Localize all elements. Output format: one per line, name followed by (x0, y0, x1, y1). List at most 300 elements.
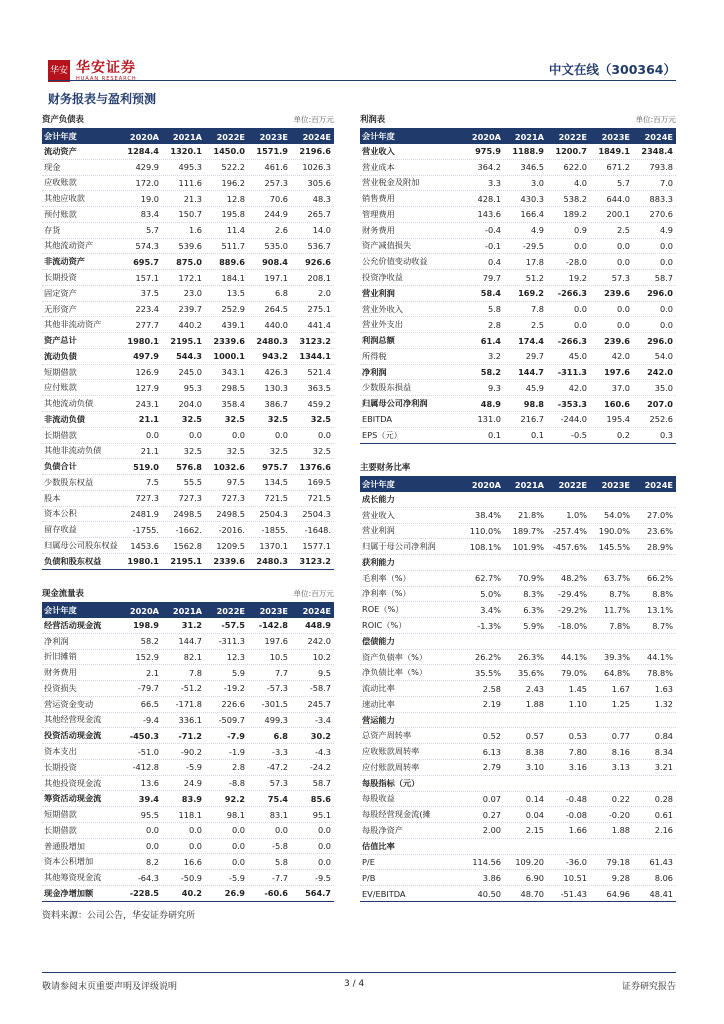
income-statement-header (360, 111, 676, 129)
table-cell: 143.6 (477, 209, 501, 220)
column-header-cell: 2024E (302, 605, 331, 616)
table-cell: 2195.1 (170, 335, 202, 346)
table-cell: 64.8% (603, 667, 630, 678)
table-cell: 108.1% (469, 541, 501, 552)
table-row (360, 697, 676, 713)
table-cell: 58.2 (140, 636, 159, 647)
table-cell: 0.0 (616, 256, 630, 267)
table-cell: 1188.9 (512, 146, 544, 157)
table-cell: 130.3 (264, 382, 288, 393)
table-cell: 522.2 (221, 162, 245, 173)
income-statement-body (360, 144, 676, 444)
table-cell: 8.3% (523, 588, 544, 599)
table-cell: 184.1 (221, 272, 245, 283)
row-label: 流动资产 (44, 145, 77, 156)
table-row (360, 239, 676, 255)
table-cell: 190.0% (598, 525, 630, 536)
table-row (360, 176, 676, 192)
row-label: 长期投资 (44, 272, 77, 282)
table-cell: 197.1 (264, 272, 288, 283)
table-cell: -29.2% (558, 604, 587, 615)
table-row (42, 223, 334, 239)
row-label: P/E (362, 856, 375, 867)
income-statement-table (360, 111, 676, 444)
cash-flow-table (42, 585, 334, 902)
table-cell: 223.4 (135, 304, 159, 315)
table-cell: 204.0 (178, 398, 202, 409)
table-cell: 8.16 (611, 746, 630, 757)
row-label: 归属母公司净利润 (362, 398, 428, 409)
table-cell: 0.9 (573, 225, 587, 236)
table-row (42, 239, 334, 255)
table-cell: 62.7% (474, 573, 501, 584)
table-cell: -18.0% (558, 620, 587, 631)
table-cell: 70.9% (517, 573, 544, 584)
table-cell: -0.48 (565, 793, 587, 804)
table-row (42, 380, 334, 396)
table-cell: 95.1 (312, 809, 331, 820)
table-cell: 0.0 (573, 240, 587, 251)
table-cell: 7.80 (568, 746, 587, 757)
table-cell: -29.4% (558, 588, 587, 599)
table-cell: 3.21 (654, 762, 673, 773)
logo-seal-icon: 华安 (48, 60, 70, 82)
table-cell: 35.5% (474, 667, 501, 678)
header-divider (48, 80, 676, 81)
table-cell: 75.4 (267, 793, 288, 804)
table-cell: 277.7 (135, 319, 159, 330)
table-cell: 0.07 (482, 793, 501, 804)
table-cell: 499.3 (264, 714, 288, 725)
table-cell: 3123.2 (299, 335, 331, 346)
row-label: 所得税 (362, 350, 387, 361)
table-cell: 11.7% (603, 604, 630, 615)
row-label: 其他非流动资产 (44, 319, 102, 330)
cash-flow-body (42, 618, 334, 902)
table-cell: -24.2 (309, 762, 331, 773)
column-header-cell: 2024E (644, 131, 673, 142)
table-cell: 169.2 (518, 288, 544, 299)
row-label: 管理费用 (362, 208, 395, 219)
financial-ratios-column-header (360, 477, 676, 492)
row-label: 资本公积增加 (44, 856, 94, 867)
table-cell: 28.9% (646, 541, 673, 552)
row-label: EBITDA (362, 414, 392, 425)
table-cell: 101.9% (512, 541, 544, 552)
column-header-cell: 2021A (514, 479, 544, 490)
table-cell: 3.4% (480, 604, 501, 615)
column-header-cell: 2021A (172, 605, 202, 616)
table-row (42, 286, 334, 302)
table-cell: 32.5 (183, 445, 202, 456)
table-cell: -5.9 (229, 872, 245, 883)
table-cell: -4.3 (315, 746, 331, 757)
table-cell: -301.5 (261, 699, 288, 710)
table-cell: 0.77 (611, 730, 630, 741)
table-cell: 644.0 (606, 193, 630, 204)
column-header-cell: 2023E (259, 605, 288, 616)
table-cell: 3.0 (530, 177, 544, 188)
table-row (42, 459, 334, 475)
row-label: 估值比率 (362, 840, 395, 851)
table-cell: 1032.6 (213, 461, 245, 472)
table-cell: 4.9 (530, 225, 544, 236)
table-cell: 2.8 (487, 319, 501, 330)
table-cell: 2.16 (654, 825, 673, 836)
row-label: 资产减值损失 (362, 240, 412, 251)
table-cell: 83.9 (181, 793, 202, 804)
table-cell: 118.1 (178, 809, 202, 820)
table-cell: 1376.6 (299, 461, 331, 472)
row-label: EPS（元） (362, 429, 402, 440)
column-header-cell: 2020A (129, 605, 159, 616)
table-cell: 2339.6 (213, 335, 245, 346)
table-row (360, 555, 676, 571)
table-row (42, 760, 334, 776)
table-row (42, 207, 334, 223)
table-cell: 0.0 (188, 841, 202, 852)
table-cell: 131.0 (477, 414, 501, 425)
row-label: 长期投资 (44, 761, 77, 772)
table-cell: 30.2 (310, 730, 331, 741)
table-cell: 157.1 (135, 272, 159, 283)
table-cell: -71.2 (178, 730, 202, 741)
table-cell: 144.7 (178, 636, 202, 647)
table-cell: 975.9 (475, 146, 501, 157)
table-row (360, 681, 676, 697)
table-cell: 0.0 (188, 825, 202, 836)
table-cell: 5.8 (274, 856, 288, 867)
column-header-cell: 2021A (172, 131, 202, 142)
table-cell: 1.10 (568, 699, 587, 710)
table-row (42, 191, 334, 207)
table-cell: 208.1 (307, 272, 331, 283)
table-cell: 11.4 (226, 225, 245, 236)
row-label: 其他经营现金流 (44, 714, 102, 725)
table-cell: 48.70 (520, 888, 544, 899)
row-label: 成长能力 (362, 493, 395, 504)
table-cell: 1370.1 (259, 540, 288, 551)
table-row (42, 538, 334, 554)
table-cell: 0.0 (145, 430, 159, 441)
table-cell: 0.1 (530, 430, 544, 441)
table-cell: 144.7 (518, 367, 544, 378)
table-cell: 441.4 (307, 319, 331, 330)
financial-ratios-title: 主要财务比率 (360, 462, 411, 472)
table-cell: 576.8 (176, 461, 202, 472)
row-label: 资产总计 (44, 335, 77, 346)
table-cell: 58.7 (654, 272, 673, 283)
row-label: 资产负债率（%） (362, 651, 428, 662)
table-cell: 23.0 (183, 288, 202, 299)
table-cell: 172.0 (135, 177, 159, 188)
row-label: 固定资产 (44, 287, 77, 298)
table-cell: -64.3 (137, 872, 159, 883)
table-cell: 32.5 (312, 445, 331, 456)
table-cell: 13.6 (140, 778, 159, 789)
table-cell: 189.2 (563, 209, 587, 220)
table-cell: -171.8 (175, 699, 202, 710)
table-row (42, 270, 334, 286)
table-cell: 3.16 (568, 762, 587, 773)
table-row (360, 412, 676, 428)
table-row (360, 650, 676, 666)
table-row (42, 396, 334, 412)
table-cell: 244.9 (264, 209, 288, 220)
logo-name-en: HUAAN RESEARCH (76, 75, 137, 82)
table-cell: -5.9 (186, 762, 202, 773)
table-row (42, 475, 334, 491)
table-cell: 2.00 (482, 825, 501, 836)
table-cell: 58.2 (480, 367, 501, 378)
table-row (360, 713, 676, 729)
table-cell: 0.0 (659, 240, 673, 251)
table-cell: 92.2 (224, 793, 245, 804)
table-cell: 2.43 (525, 683, 544, 694)
table-cell: 29.7 (525, 351, 544, 362)
table-cell: 2196.6 (299, 146, 331, 157)
table-cell: 883.3 (649, 193, 673, 204)
table-cell: -79.7 (137, 683, 159, 694)
footer-divider (42, 972, 676, 973)
table-cell: 727.3 (221, 493, 245, 504)
table-cell: 2.19 (482, 699, 501, 710)
table-cell: 3.3 (487, 177, 501, 188)
table-cell: 0.52 (482, 730, 501, 741)
table-cell: 242.0 (647, 367, 673, 378)
table-cell: 1026.3 (302, 162, 331, 173)
table-cell: -244.0 (560, 414, 587, 425)
table-cell: 2195.1 (170, 556, 202, 567)
table-cell: 32.5 (267, 414, 288, 425)
row-label: 营业外收入 (362, 303, 403, 314)
table-cell: 1.66 (568, 825, 587, 836)
table-cell: 0.84 (654, 730, 673, 741)
table-cell: 32.5 (269, 445, 288, 456)
table-cell: 58.4 (480, 288, 501, 299)
table-cell: 2.15 (525, 825, 544, 836)
row-label: 流动负债 (44, 350, 77, 361)
table-row (360, 776, 676, 792)
table-cell: 32.5 (181, 414, 202, 425)
table-row (42, 507, 334, 523)
balance-sheet-title: 资产负债表 (42, 114, 84, 124)
row-label: 投资损失 (44, 682, 77, 693)
row-label: 每股指标（元） (362, 777, 420, 788)
table-cell: -412.8 (132, 762, 159, 773)
row-label: 经营活动现金流 (44, 619, 102, 630)
table-row (360, 618, 676, 634)
row-label: 负债合计 (44, 461, 77, 472)
row-label: 其他筹资现金流 (44, 872, 102, 883)
table-cell: 44.1% (646, 652, 673, 663)
balance-sheet-header (42, 111, 334, 129)
table-cell: 1.88 (611, 825, 630, 836)
table-row (42, 854, 334, 870)
table-cell: 4.9 (659, 225, 673, 236)
row-label: EV/EBITDA (362, 888, 406, 899)
table-cell: 0.0 (659, 304, 673, 315)
table-cell: 1849.1 (598, 146, 630, 157)
table-cell: 150.7 (178, 209, 202, 220)
table-cell: 9.5 (317, 667, 331, 678)
table-row (360, 302, 676, 318)
row-label: 投资活动现金流 (44, 730, 102, 741)
table-cell: -353.3 (557, 398, 587, 409)
table-cell: 51.2 (525, 272, 544, 283)
table-row (360, 823, 676, 839)
row-label: 净利率（%） (362, 588, 411, 599)
table-cell: 64.96 (606, 888, 630, 899)
table-cell: 574.3 (135, 240, 159, 251)
table-cell: 195.8 (221, 209, 245, 220)
table-cell: 5.0% (480, 588, 501, 599)
table-cell: 55.5 (183, 477, 202, 488)
table-cell: 39.3% (603, 652, 630, 663)
table-cell: 17.8 (525, 256, 544, 267)
column-header-cell: 会计年度 (362, 131, 395, 141)
row-label: 偿债能力 (362, 635, 395, 646)
table-cell: -0.1 (485, 240, 501, 251)
table-cell: 239.6 (604, 288, 630, 299)
table-cell: 9.28 (611, 872, 630, 883)
column-header-cell: 2020A (471, 131, 501, 142)
table-cell: 622.0 (563, 162, 587, 173)
table-cell: -7.9 (227, 730, 245, 741)
table-cell: 7.8 (530, 304, 544, 315)
table-cell: 7.5 (145, 477, 159, 488)
table-cell: 2348.4 (641, 146, 673, 157)
table-cell: -29.5 (522, 240, 544, 251)
column-header-cell: 2021A (514, 131, 544, 142)
table-cell: 0.27 (482, 809, 501, 820)
table-row (42, 839, 334, 855)
row-label: P/B (362, 872, 376, 883)
table-row (360, 587, 676, 603)
table-cell: 42.0 (568, 382, 587, 393)
table-cell: 12.8 (226, 193, 245, 204)
table-cell: 2.5 (616, 225, 630, 236)
table-cell: -1662. (175, 524, 202, 535)
row-label: 资本支出 (44, 746, 77, 756)
row-label: 毛利率（%） (362, 572, 411, 583)
table-cell: 5.7 (616, 177, 630, 188)
table-cell: 6.13 (482, 746, 501, 757)
table-cell: 495.3 (178, 162, 202, 173)
table-cell: 0.22 (611, 793, 630, 804)
table-cell: 114.56 (472, 856, 501, 867)
table-cell: 0.14 (525, 793, 544, 804)
row-label: 其他非流动负债 (44, 445, 102, 456)
table-cell: 109.20 (515, 856, 544, 867)
table-cell: 19.2 (568, 272, 587, 283)
table-cell: 19.0 (140, 193, 159, 204)
cash-flow-column-header (42, 603, 334, 618)
table-cell: 127.9 (135, 382, 159, 393)
column-header-cell: 会计年度 (44, 131, 77, 141)
table-cell: 1450.0 (213, 146, 245, 157)
table-cell: 2.0 (317, 288, 331, 299)
table-cell: 245.0 (178, 367, 202, 378)
table-row (42, 144, 334, 160)
table-cell: 110.0% (469, 525, 501, 536)
table-cell: 8.34 (654, 746, 673, 757)
table-cell: 2504.3 (259, 508, 288, 519)
company-name: 中文在线（300364） (548, 62, 676, 77)
row-label: 筹资活动现金流 (44, 793, 102, 804)
table-cell: 54.0% (603, 510, 630, 521)
table-cell: 166.4 (520, 209, 544, 220)
table-cell: 48.9 (480, 398, 501, 409)
balance-sheet-column-header (42, 129, 334, 144)
table-cell: 1320.1 (170, 146, 202, 157)
table-cell: -257.4% (552, 525, 587, 536)
table-cell: 8.7% (609, 588, 630, 599)
table-cell: 79.0% (560, 667, 587, 678)
table-row (42, 333, 334, 349)
table-cell: 440.0 (264, 319, 288, 330)
table-cell: 2.8 (231, 762, 245, 773)
table-cell: 245.7 (307, 699, 331, 710)
column-header-cell: 会计年度 (44, 605, 77, 615)
table-cell: -311.3 (218, 636, 245, 647)
table-cell: 538.2 (563, 193, 587, 204)
column-header-cell: 2020A (129, 131, 159, 142)
row-label: 净利润 (44, 635, 69, 646)
table-cell: 32.5 (224, 414, 245, 425)
table-row (42, 349, 334, 365)
row-label: 归属于母公司净利润 (362, 541, 436, 552)
table-row (360, 634, 676, 650)
table-cell: 459.2 (307, 398, 331, 409)
table-cell: -450.3 (129, 730, 159, 741)
table-cell: 195.4 (606, 414, 630, 425)
table-cell: 0.3 (659, 430, 673, 441)
balance-sheet-unit: 单位:百万元 (293, 115, 334, 124)
table-row (360, 428, 676, 444)
table-cell: -228.5 (129, 888, 159, 899)
table-cell: 8.06 (654, 872, 673, 883)
page-header (48, 60, 676, 88)
table-cell: 13.5 (226, 288, 245, 299)
table-cell: 12.3 (226, 651, 245, 662)
table-cell: -8.8 (229, 778, 245, 789)
table-row (360, 160, 676, 176)
table-cell: 2498.5 (216, 508, 245, 519)
table-cell: 58.7 (312, 778, 331, 789)
table-cell: 252.6 (649, 414, 673, 425)
table-cell: 32.5 (226, 445, 245, 456)
table-cell: 2480.3 (256, 335, 288, 346)
table-cell: 57.3 (611, 272, 630, 283)
table-cell: 189.7% (512, 525, 544, 536)
financial-ratios-body (360, 492, 676, 902)
row-label: 营业成本 (362, 161, 395, 172)
table-cell: 0.0 (616, 304, 630, 315)
row-label: 普通股增加 (44, 840, 85, 851)
table-cell: 440.2 (178, 319, 202, 330)
table-cell: 3.2 (487, 351, 501, 362)
table-cell: 0.0 (145, 841, 159, 852)
table-row (42, 160, 334, 176)
table-cell: -1648. (304, 524, 331, 535)
table-cell: -3.3 (272, 746, 288, 757)
page-title: 财务报表与盈利预测 (48, 92, 157, 106)
table-row (42, 744, 334, 760)
table-cell: 44.1% (560, 652, 587, 663)
table-cell: 111.6 (178, 177, 202, 188)
table-cell: 1344.1 (299, 351, 331, 362)
